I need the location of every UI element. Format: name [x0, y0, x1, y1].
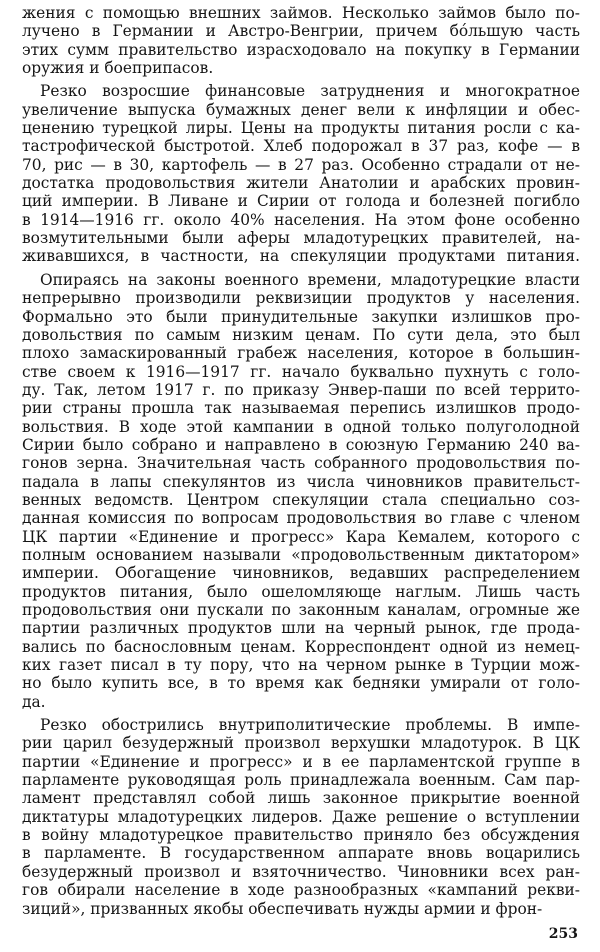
text-line: в парламенте. В государственном аппарате вновь воцарились — [22, 844, 580, 863]
text-line: ламент представлял собой лишь законное прикрытие военной — [22, 789, 580, 808]
text-line: тастрофической быстротой. Хлеб подорожал в 37 раз, кофе — в — [22, 137, 580, 156]
text-line: безудержный произвол и взяточничество. Чиновники всех ран- — [22, 862, 580, 881]
text-line: непрерывно производили реквизиции продуктов у населения. — [22, 289, 580, 308]
text-line: ценению турецкой лиры. Цены на продукты питания росли с ка- — [22, 119, 580, 138]
text-line: но было купить все, в то время как бедняки умирали от голо- — [22, 674, 580, 693]
text-line: рии царил безудержный произвол верхушки младотурок. В ЦК — [22, 734, 580, 753]
text-line: оружия и боеприпасов. — [22, 59, 214, 78]
text-line: довольствия по самым низким ценам. По сути дела, это был — [22, 325, 580, 344]
text-line: диктатуры младотурецких лидеров. Даже решение о вступлении — [22, 807, 580, 826]
text-line: рии страны прошла так называемая перепись излишков продо- — [22, 399, 580, 418]
text-line: в 1914—1916 гг. около 40% населения. На этом фоне особенно — [22, 210, 580, 229]
text-line: Формально это были принудительные закупки излишков про- — [22, 307, 580, 326]
text-line: гонов зерна. Значительная часть собранного продовольствия по- — [22, 454, 580, 473]
text-line: партии «Единение и прогресс» и в ее парламентской группе в — [22, 752, 580, 771]
text-line: жения с помощью внешних займов. Несколько займов было по- — [22, 4, 580, 22]
text-line: партии различных продуктов шли на черный рынок, где прода- — [22, 619, 580, 638]
paragraph — [22, 716, 580, 918]
text-line: Сирии было собрано и направлено в союзную Германию 240 ва- — [22, 435, 580, 454]
text-line: да. — [22, 692, 46, 711]
paragraph — [22, 82, 580, 265]
text-line: Опираясь на законы военного времени, младотурецкие власти — [40, 270, 580, 289]
text-line: гов обирали население в ходе разнообразных «кампаний рекви- — [22, 881, 580, 900]
text-line: увеличение выпуска бумажных денег вели к инфляции и обес- — [22, 100, 580, 119]
book-page — [22, 4, 580, 918]
text-line: плохо замаскированный грабеж населения, которое в большин- — [22, 344, 580, 363]
text-line: в войну младотурецкое правительство приняло без обсуждения — [22, 826, 580, 845]
text-line: стве своем к 1916—1917 гг. начало буквально пухнуть с голо- — [22, 362, 580, 381]
text-line: зиций», призванных якобы обеспечивать нужды армии и фрон- — [22, 899, 543, 918]
text-line: империи. Обогащение чиновников, ведавших распределением — [22, 564, 580, 583]
text-line: ких газет писал в ту пору, что на черном рынке в Турции мож- — [22, 656, 580, 675]
paragraph — [22, 4, 580, 77]
text-line: парламенте руководящая роль принадлежала военным. Сам пар- — [22, 771, 580, 790]
text-line: ций империи. В Ливане и Сирии от голода и болезней погибло — [22, 192, 580, 211]
text-line: лучено в Германии и Австро-Венгрии, причем бóльшую часть — [22, 22, 580, 41]
text-line: ЦК партии «Единение и прогресс» Кара Кемалем, которого с — [22, 527, 580, 546]
paragraph — [22, 271, 580, 711]
text-line: Резко обострились внутриполитические проблемы. В импе- — [40, 716, 580, 735]
text-line: вольствия. В ходе этой кампании в одной только полуголодной — [22, 417, 580, 436]
text-line: этих сумм правительство израсходовало на покупку в Германии — [22, 40, 580, 59]
text-line: живавшихся, в частности, на спекуляции продуктами питания. — [22, 247, 580, 266]
text-line: ду. Так, летом 1917 г. по приказу Энвер-паши по всей террито- — [22, 380, 580, 399]
text-line: достатка продовольствия жители Анатолии и арабских провин- — [22, 174, 580, 193]
text-line: данная комиссия по вопросам продовольствия во главе с членом — [22, 509, 580, 528]
page-number: 253 — [548, 926, 578, 942]
text-line: падала в лапы спекулянтов из числа чиновников правительст- — [22, 472, 580, 491]
text-line: возмутительными были аферы младотурецких правителей, на- — [22, 229, 580, 248]
text-line: Резко возросшие финансовые затруднения и многократное — [40, 82, 580, 101]
text-line: продуктов питания, было ошеломляюще наглым. Лишь часть — [22, 582, 580, 601]
text-line: венных ведомств. Центром спекуляции стала специально соз- — [22, 490, 580, 509]
text-line: продовольствия они пускали по законным каналам, огромные же — [22, 601, 580, 619]
text-line: полным основанием называли «продовольственным диктатором» — [22, 545, 580, 564]
text-line: 70, рис — в 30, картофель — в 27 раз. Особенно страдали от не- — [22, 155, 580, 174]
text-line: вались по баснословным ценам. Корреспондент одной из немец- — [22, 637, 580, 656]
